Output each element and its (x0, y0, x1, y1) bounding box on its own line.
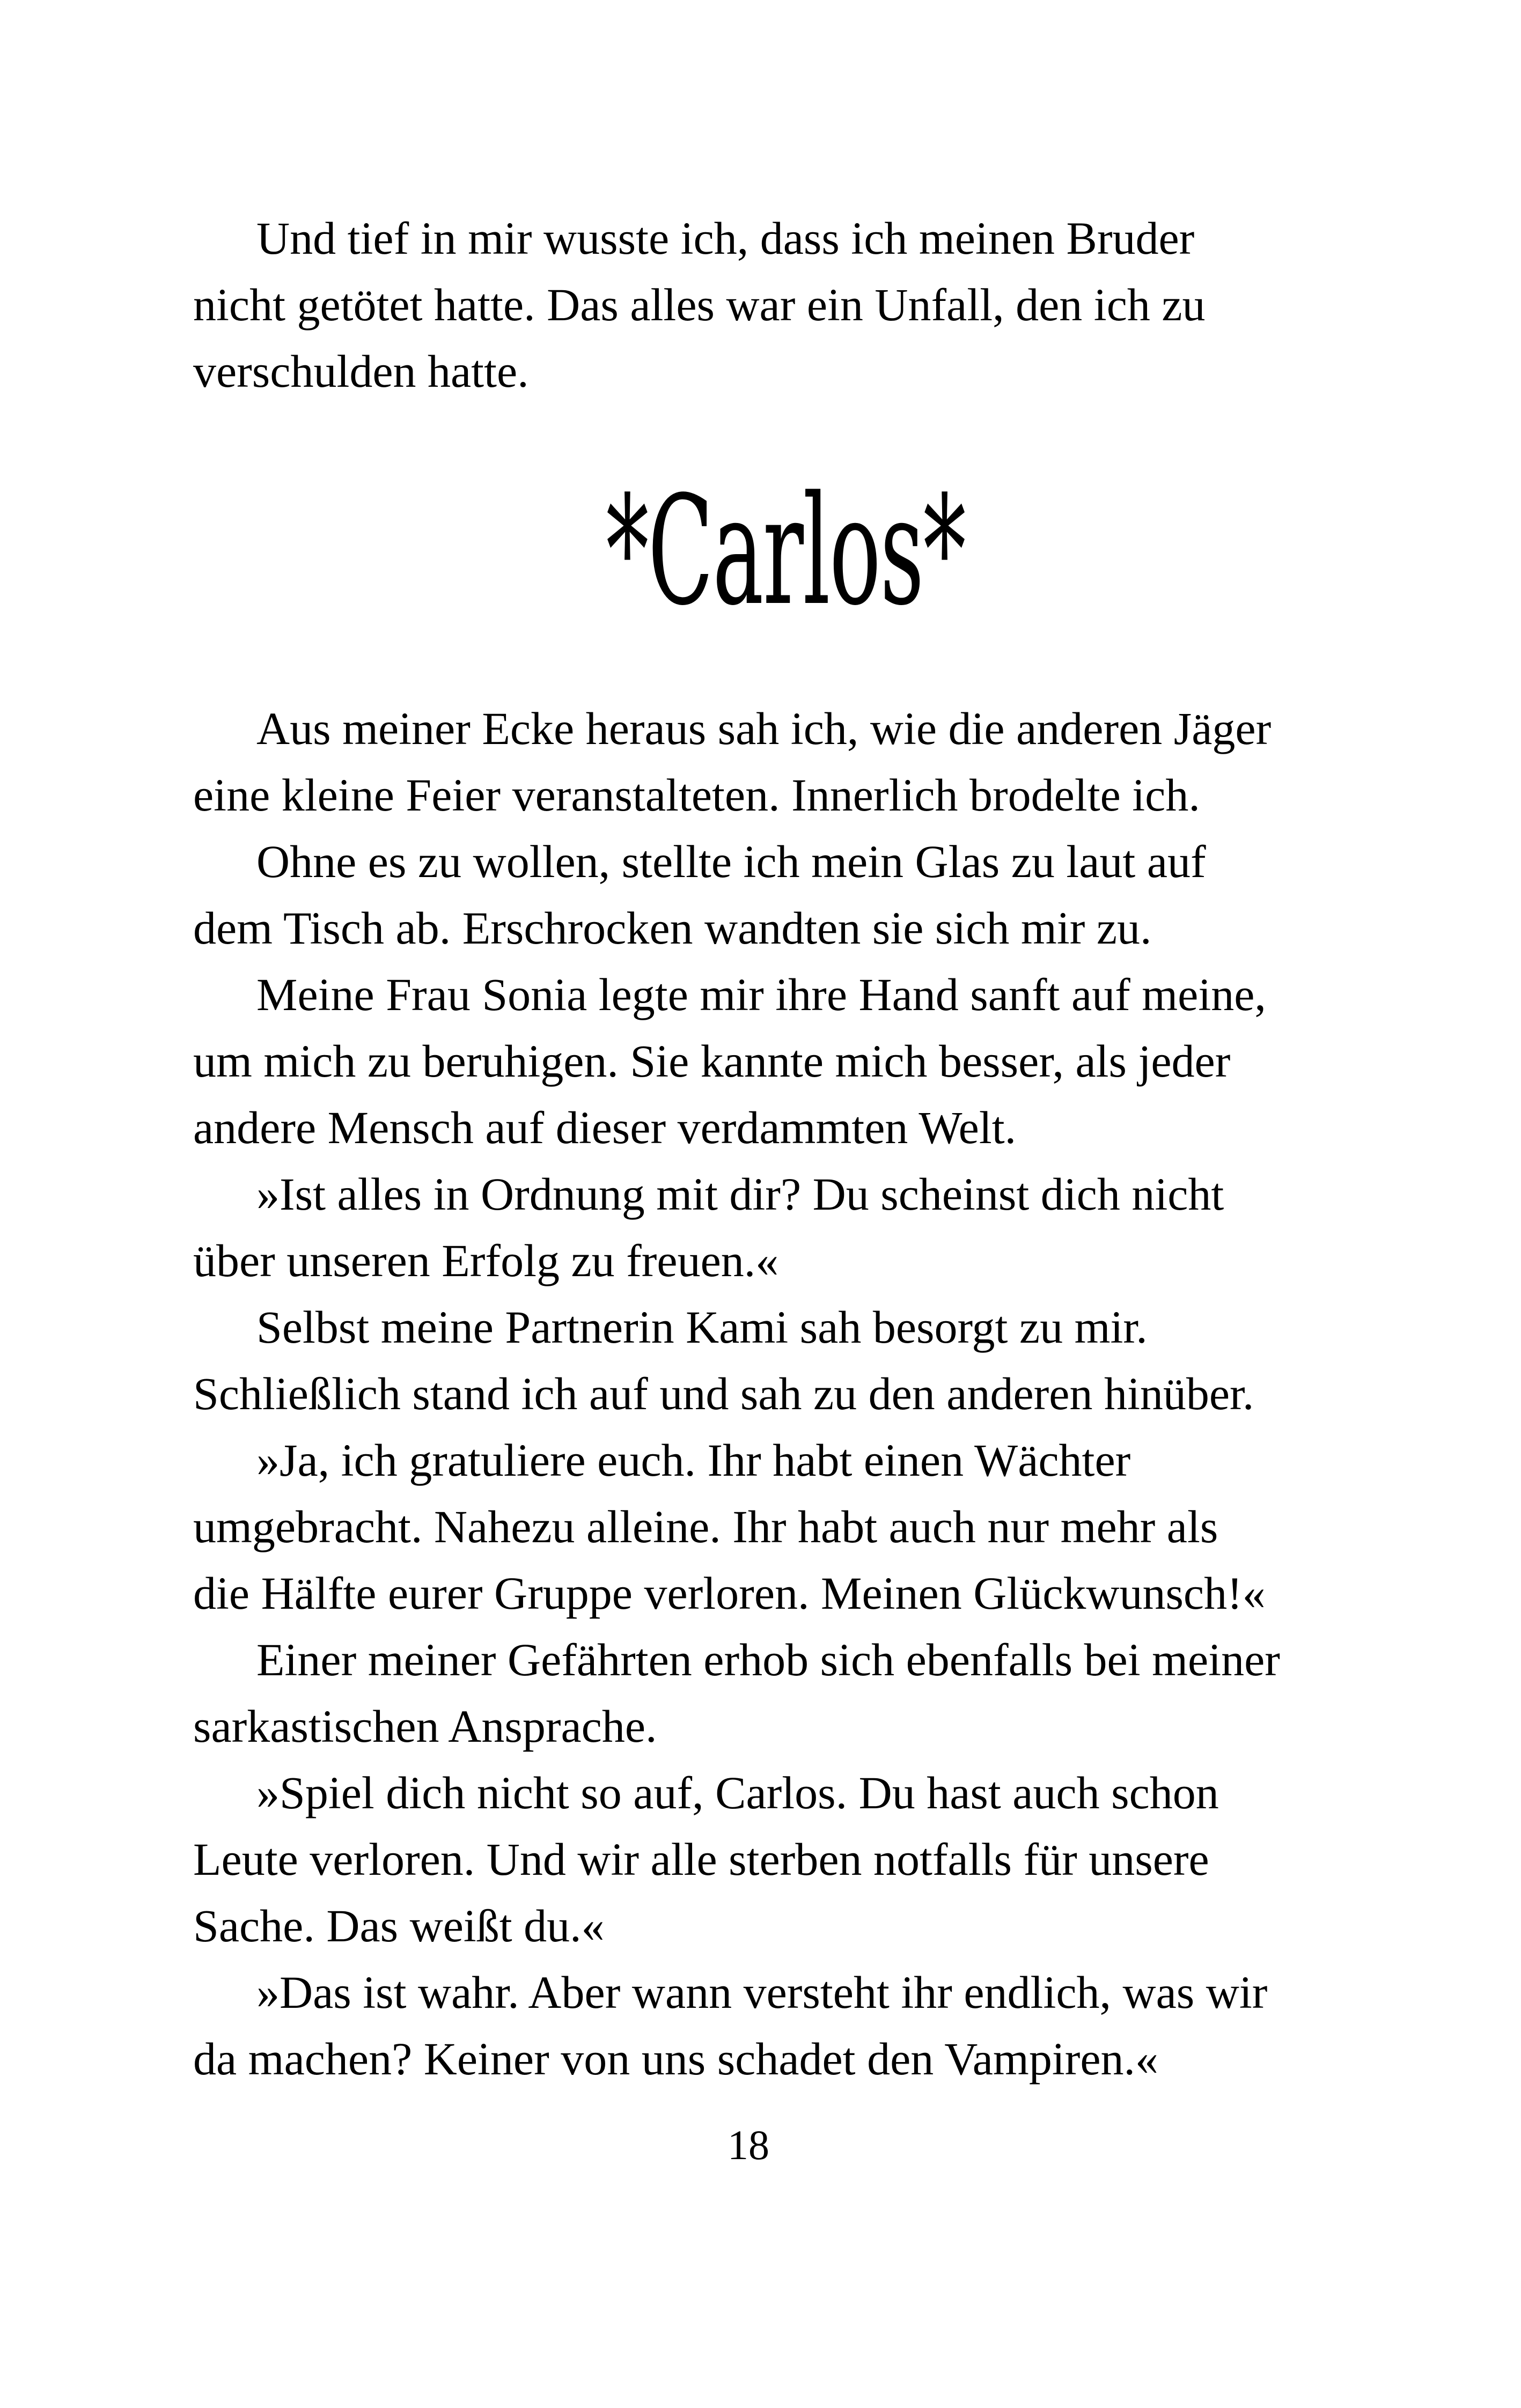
text-line: um mich zu beruhigen. Sie kannte mich besser, als jeder (193, 1035, 1231, 1087)
chapter-heading-text: *Carlos* (606, 464, 966, 639)
text-line: Einer meiner Gefährten erhob sich ebenfalls bei meiner (256, 1634, 1280, 1685)
text-line: andere Mensch auf dieser verdammten Welt. (193, 1102, 1017, 1153)
opening-paragraph (193, 205, 1331, 404)
text-line: »Ist alles in Ordnung mit dir? Du scheinst dich nicht (256, 1168, 1224, 1220)
text-line: Und tief in mir wusste ich, dass ich meinen Bruder (256, 212, 1195, 264)
text-line: sarkastischen Ansprache. (193, 1700, 657, 1752)
chapter-body-text (193, 695, 1331, 2092)
text-line: Ohne es zu wollen, stellte ich mein Glas zu laut auf (256, 836, 1206, 887)
text-line: über unseren Erfolg zu freuen.« (193, 1235, 779, 1286)
text-line: »Ja, ich gratuliere euch. Ihr habt einen Wächter (256, 1434, 1131, 1486)
text-line: die Hälfte eurer Gruppe verloren. Meinen Glückwunsch!« (193, 1567, 1266, 1619)
chapter-heading (0, 461, 1521, 642)
text-line: nicht getötet hatte. Das alles war ein Unfall, den ich zu (193, 279, 1206, 330)
text-line: Selbst meine Partnerin Kami sah besorgt zu mir. (256, 1301, 1148, 1353)
text-line: »Das ist wahr. Aber wann versteht ihr endlich, was wir (256, 1967, 1268, 2018)
text-line: Sache. Das weißt du.« (193, 1900, 605, 1952)
text-line: Leute verloren. Und wir alle sterben notfalls für unsere (193, 1833, 1209, 1885)
text-line: da machen? Keiner von uns schadet den Vampiren.« (193, 2033, 1159, 2085)
text-line: »Spiel dich nicht so auf, Carlos. Du hast auch schon (256, 1767, 1219, 1818)
page-number: 18 (728, 2122, 769, 2168)
text-line: eine kleine Feier veranstalteten. Innerlich brodelte ich. (193, 769, 1200, 821)
text-line: Schließlich stand ich auf und sah zu den anderen hinüber. (193, 1368, 1254, 1419)
text-line: Aus meiner Ecke heraus sah ich, wie die anderen Jäger (256, 703, 1272, 754)
text-line: verschulden hatte. (193, 345, 529, 397)
text-line: Meine Frau Sonia legte mir ihre Hand sanft auf meine, (256, 969, 1266, 1020)
text-line: dem Tisch ab. Erschrocken wandten sie sich mir zu. (193, 902, 1152, 954)
text-line: umgebracht. Nahezu alleine. Ihr habt auch nur mehr als (193, 1501, 1218, 1552)
